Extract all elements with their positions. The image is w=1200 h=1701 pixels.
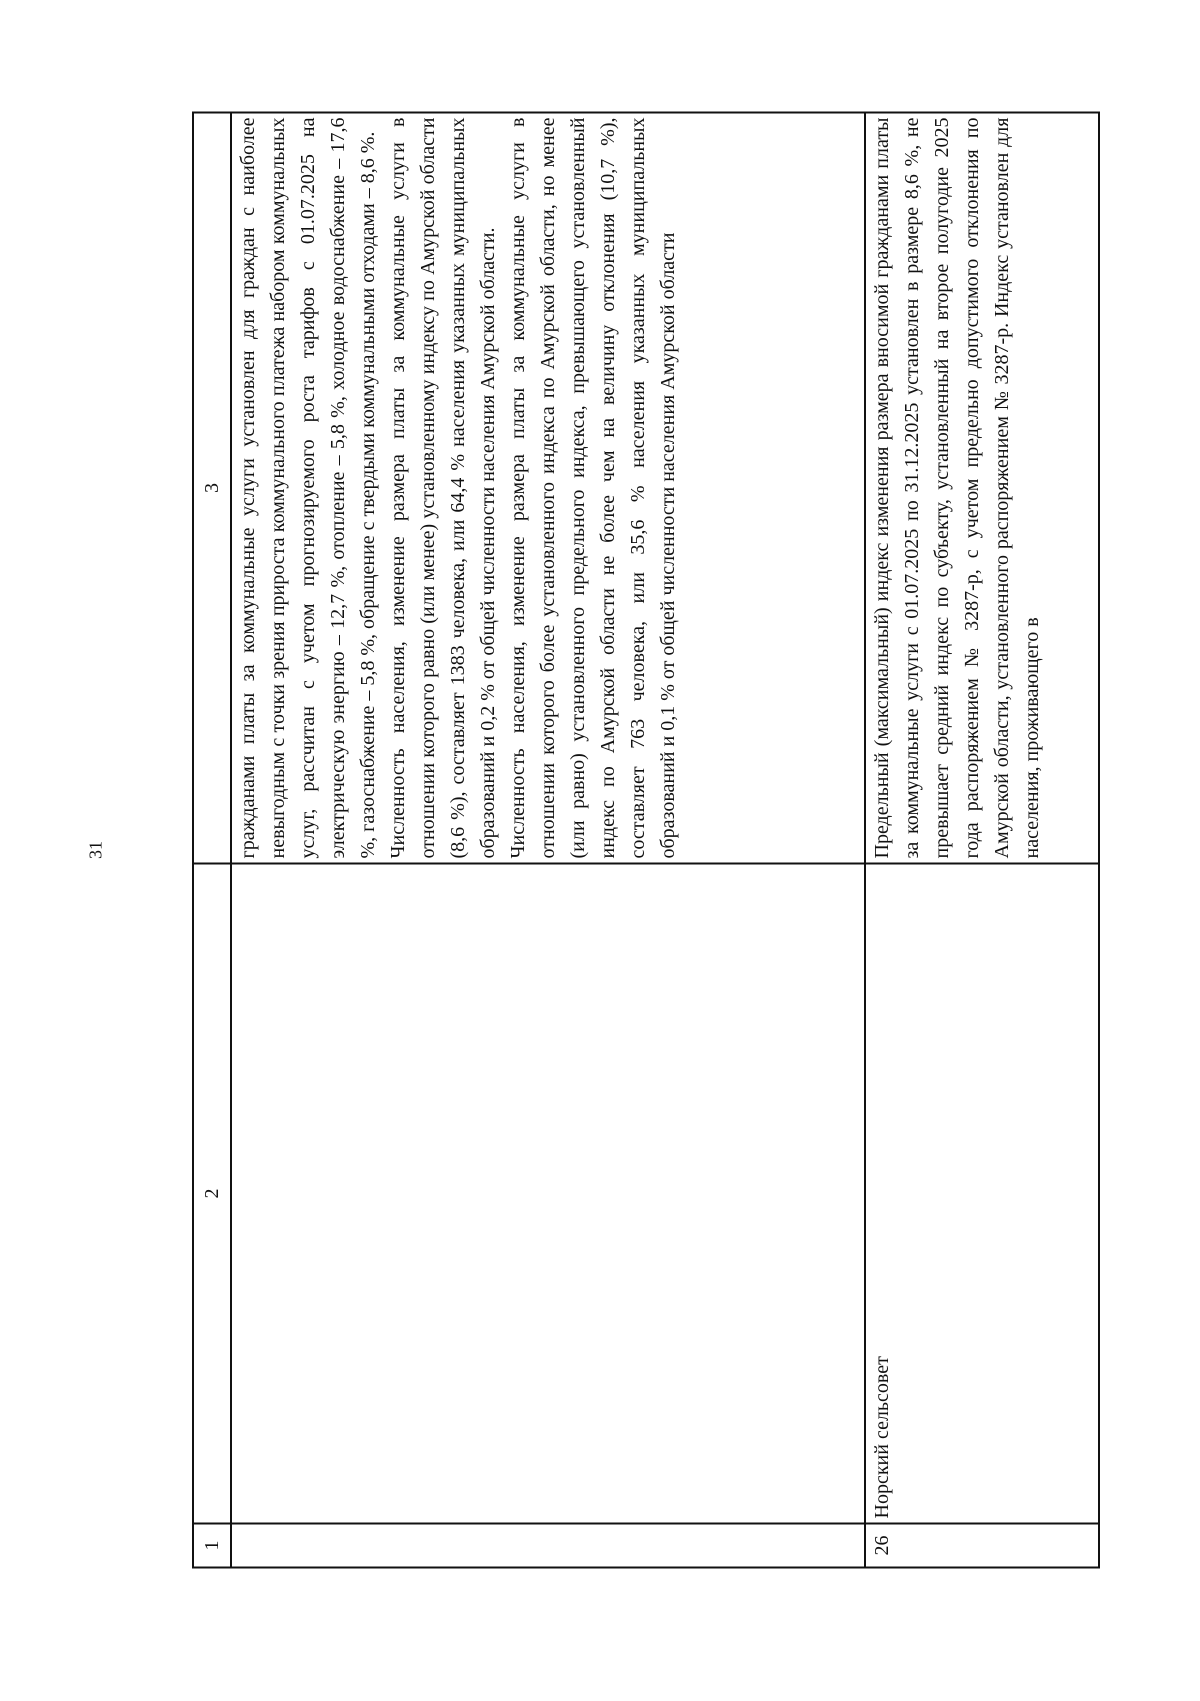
cell-name: Норский сельсовет [865,864,1099,1524]
table-header-row [193,113,231,1568]
paragraph-population-within-index: Численность населения, изменение размера платы за коммунальные услуги в отношении которого равно (или менее) установленному индексу по Амурской области (8,6 %), составляет 1383 человека, или 64,4 % населения указанных муниципальных образований и 0,2 % от общей численности населения Амурской области. [387,117,499,859]
paragraph-max-index: Предельный (максимальный) индекс изменения размера вносимой гражданами платы за коммунальные услуги с 01.07.2025 по 31.12.2025 установлен в размере 8,6 %, не превышает средний индекс по субъекту, установленный на второе полугодие 2025 года распоряжением № 3287-р, с учетом предельно допустимого отклонения по Амурской области, установленного распоряжением № 3287-р. Индекс установлен для населения, проживающего в [871,117,1043,859]
header-col-3: 3 [193,113,231,864]
header-col-2: 2 [193,864,231,1524]
page-number: 31 [85,841,106,859]
paragraph-population-above-index: Численность населения, изменение размера платы за коммунальные услуги в отношении которого более установленного индекса по Амурской области, но менее (или равно) установленного предельного индекса, превышающего установленный индекс по Амурской области не более чем на величину отклонения (10,7 %), составляет 763 человека, или 35,6 % населения указанных муниципальных образований и 0,1 % от общей численности населения Амурской области [507,117,679,859]
cell-description [865,113,1099,864]
header-col-1: 1 [193,1524,231,1568]
cell-name [231,864,865,1524]
cell-number: 26 [865,1524,1099,1568]
table-row-26 [865,113,1099,1568]
cell-number [231,1524,865,1568]
cell-description [231,113,865,864]
document-table [192,117,1100,1569]
table-row-continuation [231,113,865,1568]
paragraph-tariff-growth: гражданами платы за коммунальные услуги установлен для граждан с наиболее невыгодным с точки зрения прироста коммунального платежа набором коммунальных услуг, рассчитан с учетом прогнозируемого роста тарифов с 01.07.2025 на электрическую энергию – 12,7 %, отопление – 5,8 %, холодное водоснабжение – 17,6 %, газоснабжение – 5,8 %, обращение с твердыми коммунальными отходами – 8,6 %. [237,117,379,859]
